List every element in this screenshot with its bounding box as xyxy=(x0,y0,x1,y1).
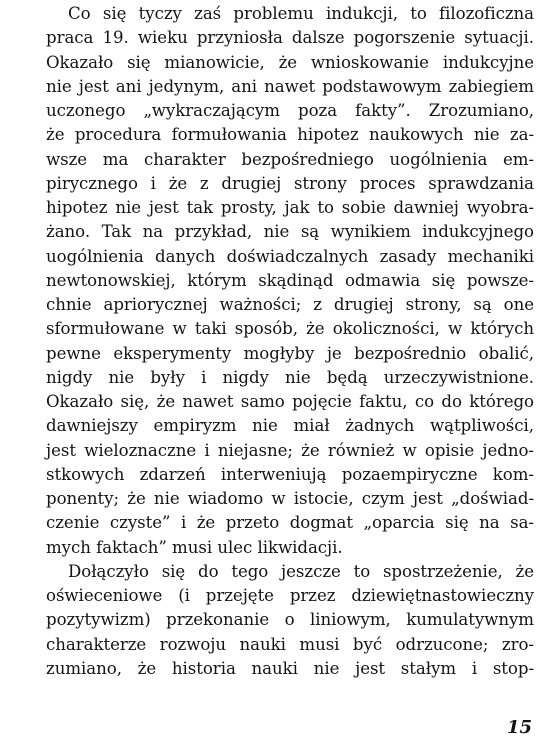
paragraph-1 xyxy=(46,2,534,560)
text-line: Okazało się, że nawet samo pojęcie faktu, co do którego xyxy=(46,392,534,411)
text-line: oświeceniowe (i przejęte przez dziewiętnastowieczny xyxy=(46,586,534,605)
text-line: Dołączyło się do tego jeszcze to spostrzeżenie, że xyxy=(68,561,534,581)
text-line: dawniejszy empiryzm nie miał żadnych wątpliwości, xyxy=(46,416,534,436)
text-line: praca 19. wieku przyniosła dalsze pogorszenie sytuacji. xyxy=(46,28,534,48)
text-line: pozytywizm) przekonanie o liniowym, kumulatywnym xyxy=(46,610,534,630)
text-line: wsze ma charakter bezpośredniego uogólnienia em- xyxy=(46,149,534,169)
text-line: chnie apriorycznej ważności; z drugiej strony, są one xyxy=(46,295,534,314)
text-line: pewne eksperymenty mogłyby je bezpośrednio obalić, xyxy=(46,343,534,363)
body-text xyxy=(46,2,534,681)
text-line: Co się tyczy zaś problemu indukcji, to filozoficzna xyxy=(68,4,534,23)
text-line: hipotez nie jest tak prosty, jak to sobie dawniej wyobra- xyxy=(46,198,534,217)
text-line: stkowych zdarzeń interweniują pozaempiryczne kom- xyxy=(46,464,534,484)
text-line: sformułowane w taki sposób, że okoliczności, w których xyxy=(46,319,534,339)
text-line: nigdy nie były i nigdy nie będą urzeczywistnione. xyxy=(46,367,534,387)
paragraph-2 xyxy=(46,560,534,681)
text-line: że procedura formułowania hipotez naukowych nie za- xyxy=(46,125,534,145)
text-line: uogólnienia danych doświadczalnych zasady mechaniki xyxy=(46,246,534,266)
text-line: czenie czyste” i że przeto dogmat „oparcia się na sa- xyxy=(46,513,534,533)
text-line: newtonowskiej, którym skądinąd odmawia się powsze- xyxy=(46,270,534,290)
text-line: Okazało się mianowicie, że wnioskowanie indukcyjne xyxy=(46,52,534,72)
text-line: ponenty; że nie wiadomo w istocie, czym jest „doświad- xyxy=(46,489,534,508)
text-line: nie jest ani jedynym, ani nawet podstawowym zabiegiem xyxy=(46,76,534,96)
text-line: charakterze rozwoju nauki musi być odrzucone; zro- xyxy=(46,634,534,654)
text-line: żano. Tak na przykład, nie są wynikiem indukcyjnego xyxy=(46,222,534,242)
text-line: zumiano, że historia nauki nie jest stałym i stop- xyxy=(46,658,534,678)
text-line: pirycznego i że z drugiej strony proces sprawdzania xyxy=(46,173,534,193)
page-number: 15 xyxy=(506,717,532,738)
text-line: mych faktach” musi ulec likwidacji. xyxy=(46,537,343,557)
text-line: uczonego „wykraczającym poza fakty”. Zrozumiano, xyxy=(46,101,534,120)
text-line: jest wieloznaczne i niejasne; że również w opisie jedno- xyxy=(46,440,534,460)
